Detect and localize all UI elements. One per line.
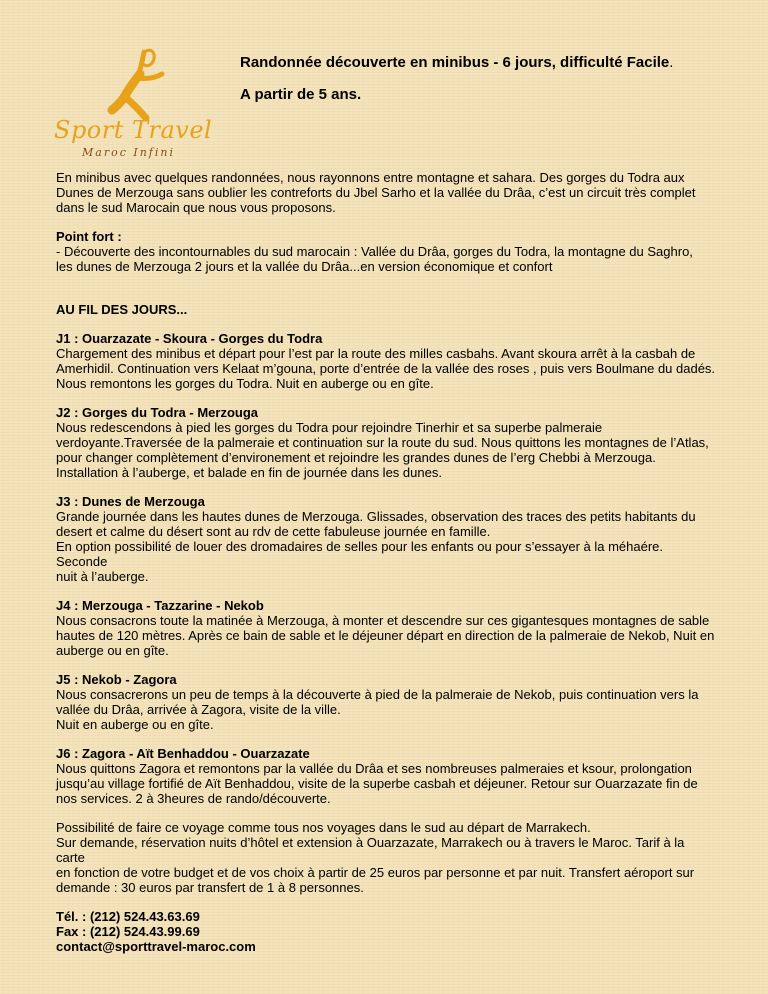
day-line: Nous redescendons à pied les gorges du Todra pour rejoindre Tinerhir et sa superbe palmeraie <box>56 420 603 435</box>
trip-title <box>240 54 673 71</box>
day-j6 <box>56 746 716 806</box>
runner-figure-icon <box>52 44 192 124</box>
note-line: en fonction de votre budget et de vos choix à partir de 25 euros par personne et par nuit. Transfert aéroport sur <box>56 865 695 880</box>
day-line: jusqu’au village fortifié de Aït Benhaddou, visite de la superbe casbah et déjeuner. Retour sur Ouarzazate fin de <box>56 776 698 791</box>
trip-title-period: . <box>669 54 674 71</box>
day-line: Nuit en auberge ou en gîte. <box>56 717 214 732</box>
intro-line: dans le sud Marocain que nous vous proposons. <box>56 200 336 215</box>
day-line: nuit à l’auberge. <box>56 569 149 584</box>
day-line: Grande journée dans les hautes dunes de Merzouga. Glissades, observation des traces des petits habitants du <box>56 509 696 524</box>
point-fort-title: Point fort : <box>56 229 122 244</box>
contact-block <box>56 909 716 954</box>
day-line: Installation à l’auberge, et balade en fin de journée dans les dunes. <box>56 465 442 480</box>
point-fort-line: les dunes de Merzouga 2 jours et la vallée du Drâa...en version économique et confort <box>56 259 553 274</box>
day-j3 <box>56 494 716 584</box>
day-j5 <box>56 672 716 732</box>
day-j1 <box>56 331 716 391</box>
day-line: Nous consacrerons un peu de temps à la découverte à pied de la palmeraie de Nekob, puis continuation vers la <box>56 687 699 702</box>
logo-name: Sport Travel <box>54 116 213 144</box>
day-title: J4 : Merzouga - Tazzarine - Nekob <box>56 598 264 613</box>
intro-line: Dunes de Merzouga sans oublier les contreforts du Jbel Sarho et la vallée du Drâa, c’est un circuit très complet <box>56 185 696 200</box>
note-line: demande : 30 euros par transfert de 1 à 8 personnes. <box>56 880 364 895</box>
day-line: Nous remontons les gorges du Todra. Nuit en auberge ou en gîte. <box>56 376 434 391</box>
point-fort-section <box>56 229 716 274</box>
day-title: J2 : Gorges du Todra - Merzouga <box>56 405 259 420</box>
point-fort-line: - Découverte des incontournables du sud marocain : Vallée du Drâa, gorges du Todra, la montagne du Saghro, <box>56 244 693 259</box>
day-line: hautes de 120 mètres. Après ce bain de sable et le déjeuner départ en direction de la palmeraie de Nekob, Nuit en <box>56 628 715 643</box>
day-line: vallée du Drâa, arrivée à Zagora, visite de la ville. <box>56 702 341 717</box>
intro-line: En minibus avec quelques randonnées, nous rayonnons entre montagne et sahara. Des gorges du Todra aux <box>56 170 685 185</box>
sport-travel-logo <box>52 44 213 166</box>
document-body <box>56 170 716 968</box>
day-line: nos services. 2 à 3heures de rando/découverte. <box>56 791 331 806</box>
day-line: Nous quittons Zagora et remontons par la vallée du Drâa et ses nombreuses palmeraies et ksour, prolongation <box>56 761 692 776</box>
day-title: J1 : Ouarzazate - Skoura - Gorges du Todra <box>56 331 323 346</box>
day-line: auberge ou en gîte. <box>56 643 169 658</box>
day-line: En option possibilité de louer des dromadaires de selles pour les enfants ou pour s’essayer à la méhaére. Seconde <box>56 539 664 569</box>
day-line: desert et calme du désert sont au rdv de cette fabuleuse journée en famille. <box>56 524 491 539</box>
logo-subtitle: Maroc Infini <box>82 146 175 159</box>
day-j2 <box>56 405 716 480</box>
notes-paragraph <box>56 820 716 895</box>
contact-phone: Tél. : (212) 524.43.63.69 <box>56 909 200 924</box>
note-line: Sur demande, réservation nuits d’hôtel et extension à Ouarzazate, Marrakech ou à travers le Maroc. Tarif à la carte <box>56 835 685 865</box>
contact-email[interactable]: contact@sporttravel-maroc.com <box>56 939 256 954</box>
day-line: Amerhidil. Continuation vers Kelaat m’gouna, porte d’entrée de la vallée des roses , puis vers Boulmane du dadés. <box>56 361 716 376</box>
day-j4 <box>56 598 716 658</box>
day-title: J6 : Zagora - Aït Benhaddou - Ouarzazate <box>56 746 310 761</box>
age-requirement: A partir de 5 ans. <box>240 86 362 103</box>
day-line: verdoyante.Traversée de la palmeraie et continuation sur la route du sud. Nous quittons les montagnes de l’Atlas, <box>56 435 709 450</box>
contact-fax: Fax : (212) 524.43.99.69 <box>56 924 200 939</box>
day-line: Nous consacrons toute la matinée à Merzouga, à monter et descendre sur ces gigantesques montagnes de sable <box>56 613 710 628</box>
day-title: J5 : Nekob - Zagora <box>56 672 177 687</box>
day-line: Chargement des minibus et départ pour l’est par la route des milles casbahs. Avant skoura arrêt à la casbah de <box>56 346 696 361</box>
days-heading: AU FIL DES JOURS... <box>56 302 188 317</box>
trip-title-text: Randonnée découverte en minibus - 6 jours, difficulté Facile <box>240 54 670 71</box>
intro-paragraph <box>56 170 716 215</box>
day-line: pour changer complètement d’environement et rejoindre les grandes dunes de l’erg Chebbi à Merzouga. <box>56 450 656 465</box>
note-line: Possibilité de faire ce voyage comme tous nos voyages dans le sud au départ de Marrakech. <box>56 820 591 835</box>
day-title: J3 : Dunes de Merzouga <box>56 494 205 509</box>
